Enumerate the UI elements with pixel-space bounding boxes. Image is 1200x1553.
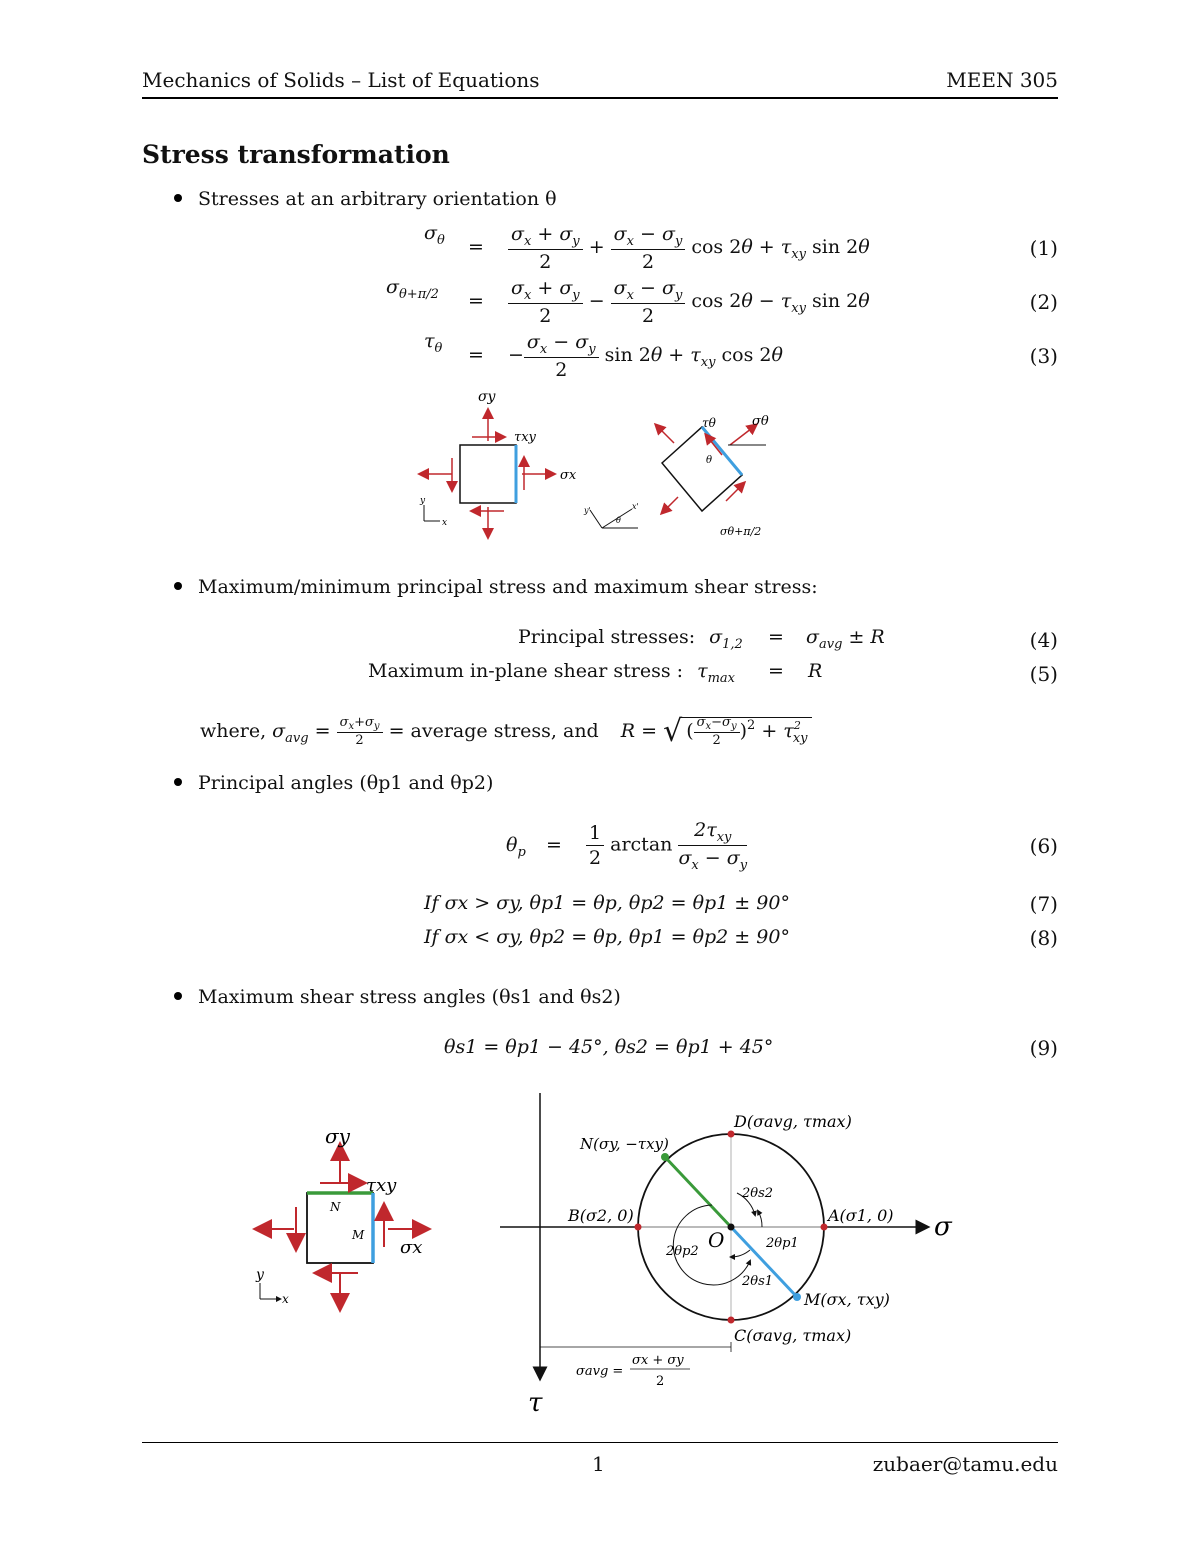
- label-tau-xy: τxy: [366, 1175, 397, 1196]
- label-sigma-theta: σθ: [752, 414, 769, 429]
- where-text: where,: [200, 720, 267, 742]
- label-B: B(σ2, 0): [568, 1206, 634, 1225]
- tau-axis-label: τ: [528, 1388, 543, 1418]
- equation-9: θs1 = θp1 − 45°, θs2 = θp1 + 45°: [444, 1036, 774, 1058]
- label-2theta-s1: 2θs1: [742, 1274, 774, 1289]
- label-sigma-theta-pi2: σθ+π/2: [720, 525, 762, 538]
- axis-yp-label: y': [584, 506, 591, 515]
- stress-element-figure: [410, 385, 790, 545]
- point-B: [635, 1224, 642, 1231]
- label-sigma-y: σy: [325, 1124, 350, 1148]
- label-sigma-x: σx: [400, 1237, 423, 1258]
- label-tau-xy: τxy: [514, 430, 536, 445]
- rotated-element: [662, 427, 742, 511]
- bullet-text: Principal angles (θp1 and θp2): [198, 772, 494, 794]
- label-2theta-s2: 2θs2: [742, 1186, 774, 1201]
- label-M-point: M(σx, τxy): [804, 1290, 890, 1309]
- equation-number: (9): [1029, 1036, 1058, 1060]
- axis-y-label: y: [256, 1267, 264, 1283]
- equation-number: (4): [1029, 628, 1058, 652]
- author-email: zubaer@tamu.edu: [872, 1452, 1058, 1476]
- point-C: [728, 1317, 735, 1324]
- bullet-dot: [174, 992, 182, 1000]
- equation-8: If σx < σy, θp2 = θp, θp1 = θp2 ± 90°: [424, 926, 790, 948]
- equation-2: $\sigma_{\theta+\pi/2}$ = $\frac{\sigma_x + \sigma_y}{2}$ − $\frac{\sigma_x - \sigma_y}{2}$ $\cos 2\theta - \tau_{xy}$ sin 2θ: [386, 276, 870, 327]
- bullet-principal-stress: [174, 576, 818, 598]
- equation-number: (7): [1029, 892, 1058, 916]
- mohr-circle-figure: [250, 1085, 970, 1425]
- equation-1: $\sigma_\theta$ = $\frac{\sigma_x + \sigma_y}{2}$ + $\frac{\sigma_x - \sigma_y}{2}$ $\cos 2\theta + \tau_{xy}$ sin 2θ: [424, 222, 870, 273]
- footer-rule: [142, 1442, 1058, 1443]
- axis-x-label: x: [442, 518, 448, 528]
- equation-number: (5): [1029, 662, 1058, 686]
- bullet-text: Maximum/minimum principal stress and maximum shear stress:: [198, 576, 818, 598]
- label-sigma-y: σy: [478, 389, 496, 405]
- header-title: Mechanics of Solids – List of Equations: [142, 68, 540, 92]
- avg-text: = average stress, and: [388, 720, 599, 742]
- equation-number: (8): [1029, 926, 1058, 950]
- equation-number: (6): [1029, 834, 1058, 858]
- bullet-text: Maximum shear stress angles (θs1 and θs2): [198, 986, 621, 1008]
- axis-x-label: x: [282, 1292, 289, 1306]
- label-O: O: [708, 1228, 725, 1252]
- point-N: [661, 1153, 669, 1161]
- diameter-N: [665, 1157, 731, 1227]
- label-2theta-p2: 2θp2: [666, 1244, 699, 1259]
- bullet-dot: [174, 778, 182, 786]
- label-D: D(σavg, τmax): [734, 1112, 852, 1131]
- equation-7: If σx > σy, θp1 = θp, θp2 = θp1 ± 90°: [424, 892, 790, 914]
- label-A: A(σ1, 0): [828, 1206, 894, 1225]
- stress-square: [460, 445, 516, 503]
- axis-xp-label: x': [632, 502, 639, 511]
- label-N-point: N(σy, −τxy): [580, 1135, 669, 1153]
- sigma-axis-label: σ: [934, 1212, 952, 1242]
- point-D: [728, 1131, 735, 1138]
- bullet-dot: [174, 582, 182, 590]
- label-N: N: [330, 1200, 341, 1214]
- eq4-label: Principal stresses:: [518, 626, 696, 648]
- header-course: MEEN 305: [946, 68, 1058, 92]
- equation-number: (1): [1029, 236, 1058, 260]
- bullet-text: Stresses at an arbitrary orientation θ: [198, 188, 557, 210]
- page-number: 1: [592, 1452, 605, 1476]
- label-sigma-x: σx: [560, 468, 577, 483]
- bullet-shear-angles: [174, 986, 621, 1008]
- bullet-dot: [174, 194, 182, 202]
- equation-number: (2): [1029, 290, 1058, 314]
- axis-theta-label: θ: [616, 516, 621, 525]
- where-line: where, $\sigma_{avg}$ = $\frac{\sigma_x+\sigma_y}{2}$ = average stress, and R = √ ( $\frac{\sigma_x-\sigma_y}{2}$ )$^2 + \tau^2_{xy}$: [200, 710, 812, 749]
- label-2theta-p1: 2θp1: [766, 1236, 799, 1251]
- savg-label: σavg =: [576, 1364, 624, 1379]
- savg-numerator: σx + σy: [632, 1353, 684, 1368]
- equation-4: Principal stresses: $\sigma_{1,2}$ = $\sigma_{avg} \pm R$: [518, 626, 885, 652]
- label-theta: θ: [706, 455, 713, 466]
- point-M: [793, 1293, 801, 1301]
- rotated-blue-face: [702, 427, 742, 475]
- bullet-arbitrary-orientation: [174, 188, 557, 210]
- section-title: Stress transformation: [142, 140, 450, 169]
- eq5-label: Maximum in-plane shear stress :: [368, 660, 684, 682]
- label-M: M: [352, 1228, 365, 1242]
- label-tau-theta: τθ: [702, 416, 716, 430]
- center-O: [728, 1224, 735, 1231]
- equation-3: $\tau_\theta$ = − $\frac{\sigma_x - \sigma_y}{2}$ $\sin 2\theta + \tau_{xy}$ cos 2θ: [424, 330, 783, 381]
- point-A: [821, 1224, 828, 1231]
- header-rule: [142, 97, 1058, 99]
- equation-5: Maximum in-plane shear stress : $\tau_{max}$ = R: [368, 660, 823, 686]
- equation-number: (3): [1029, 344, 1058, 368]
- label-C: C(σavg, τmax): [734, 1326, 852, 1345]
- bullet-principal-angles: [174, 772, 493, 794]
- equation-6: $\theta_p$ = $\frac{1}{2}$ arctan $\frac{2\tau_{xy}}{\sigma_x - \sigma_y}$: [506, 819, 748, 873]
- axis-y-label: y: [420, 496, 426, 506]
- savg-denominator: 2: [656, 1374, 665, 1389]
